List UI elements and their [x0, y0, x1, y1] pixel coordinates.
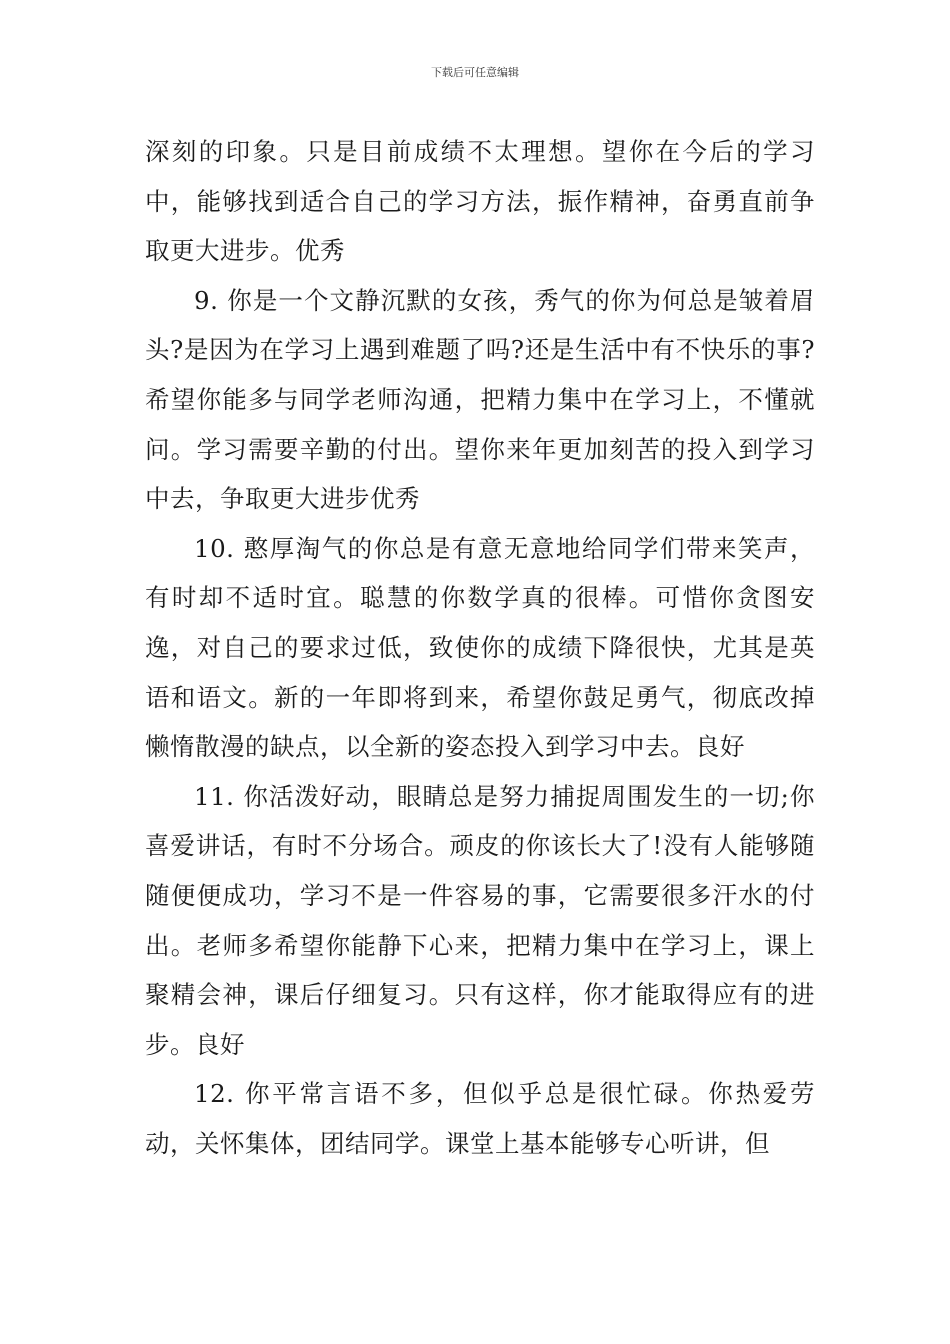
- paragraph-item-11: 11. 你活泼好动，眼睛总是努力捕捉周围发生的一切;你喜爱讲话，有时不分场合。顽皮的你该长大了!没有人能够随随便便成功，学习不是一件容易的事，它需要很多汗水的付出。老师多希望你能静下心来，把精力集中在学习上，课上聚精会神，课后仔细复习。只有这样，你才能取得应有的进步。良好: [145, 781, 815, 1059]
- page-header: 下载后可任意编辑: [431, 66, 519, 79]
- paragraph-item-12: 12. 你平常言语不多，但似乎总是很忙碌。你热爱劳动，关怀集体，团结同学。课堂上基本能够专心听讲，但: [145, 1079, 815, 1158]
- paragraph-item-10: 10. 憨厚淘气的你总是有意无意地给同学们带来笑声，有时却不适时宜。聪慧的你数学真的很棒。可惜你贪图安逸，对自己的要求过低，致使你的成绩下降很快，尤其是英语和语文。新的一年即将到来，希望你鼓足勇气，彻底改掉懒惰散漫的缺点，以全新的姿态投入到学习中去。良好: [145, 533, 815, 762]
- paragraph-item-9: 9. 你是一个文静沉默的女孩，秀气的你为何总是皱着眉头?是因为在学习上遇到难题了吗?还是生活中有不快乐的事?希望你能多与同学老师沟通，把精力集中在学习上，不懂就问。学习需要辛勤的付出。望你来年更加刻苦的投入到学习中去，争取更大进步优秀: [145, 285, 815, 514]
- document-body: [145, 127, 815, 1168]
- paragraph-continued: 深刻的印象。只是目前成绩不太理想。望你在今后的学习中，能够找到适合自己的学习方法，振作精神，奋勇直前争取更大进步。优秀: [145, 137, 815, 266]
